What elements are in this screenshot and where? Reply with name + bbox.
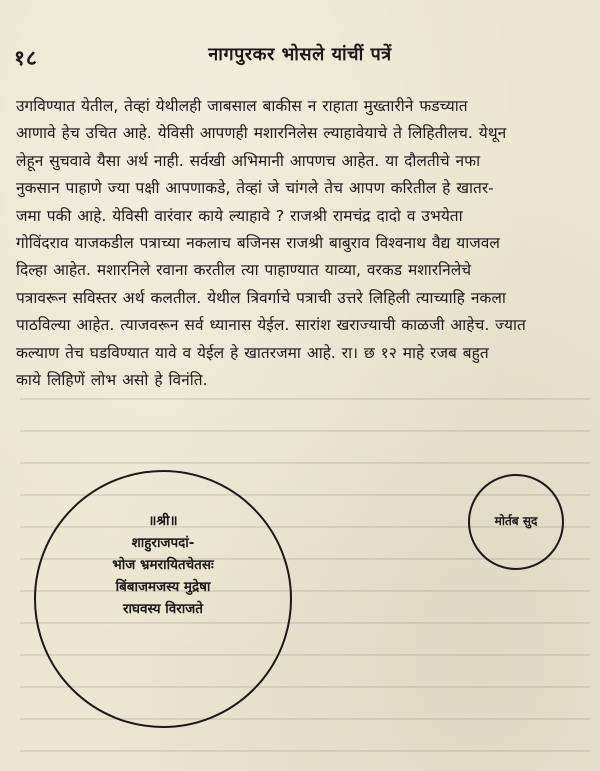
body-line: पाठविल्या आहेत. त्याजवरून सर्व ध्यानास येईल. सारांश खराज्याची काळजी आहेच. ज्यात [16, 316, 526, 335]
body-line: लेहून सुचवावे यैसा अर्थ नाही. सर्वखी अभिमानी आपणच आहेत. या दौलतीचे नफा [16, 151, 481, 170]
body-line: कल्याण तेच घडविण्यात यावे व येईल हे खातरजमा आहे. रा। छ १२ माहे रजब बहुत [16, 343, 489, 362]
body-line: आणावे हेच उचित आहे. येविसी आपणही मशारनिलेस ल्याहावेयाचे ते लिहितीलच. येथून [16, 124, 507, 143]
running-title: नागपुरकर भोसले यांचीं पत्रें [208, 44, 392, 65]
seal-small [468, 474, 564, 570]
seal-line: राघवस्य विराजते [122, 601, 204, 617]
body-text [16, 93, 580, 394]
seal-line: भोज भ्रमरायितचेतसः [112, 557, 214, 573]
body-line: काये लिहिणें लोभ असो हे विनंति. [16, 371, 208, 390]
body-line: गोविंदराव याजकडील पत्राच्या नकलाच बजिनस राजश्री बाबुराव विश्वनाथ वैद्य याजवल [16, 234, 500, 253]
seal-small-inscription: मोर्तब सुद [494, 514, 538, 528]
seal-line: ॥श्री॥ [148, 513, 178, 529]
seal-large [34, 470, 292, 728]
body-line: नुकसान पाहाणे ज्या पक्षी आपणाकडे, तेव्हां जे चांगले तेच आपण करितील हे खातर- [16, 179, 494, 198]
seal-large-inscription [36, 510, 290, 620]
body-line: दिल्हा आहेत. मशारनिले रवाना करतील त्या पाहाण्यात याव्या, वरकड मशारनिलेचे [16, 261, 472, 280]
seal-line: शाहुराजपदां- [131, 535, 195, 551]
body-line: उगविण्यात येतील, तेव्हां येथीलही जाबसाल बाकीस न राहाता मुख्तारीने फडच्यात [16, 97, 468, 115]
body-line: जमा पकी आहे. येविसी वारंवार काये ल्याहावे ? राजश्री रामचंद्र दादो व उभयेता [16, 206, 463, 225]
body-line: पत्रावरून सविस्तर अर्थ कलतील. येथील त्रिवर्गाचे पत्राची उत्तरे लिहिली त्याच्याहि नकला [16, 288, 506, 307]
page-header [14, 42, 586, 72]
page-number: १८ [14, 46, 38, 70]
seal-line: बिंबाजमजस्य मुद्रेषा [115, 579, 211, 595]
